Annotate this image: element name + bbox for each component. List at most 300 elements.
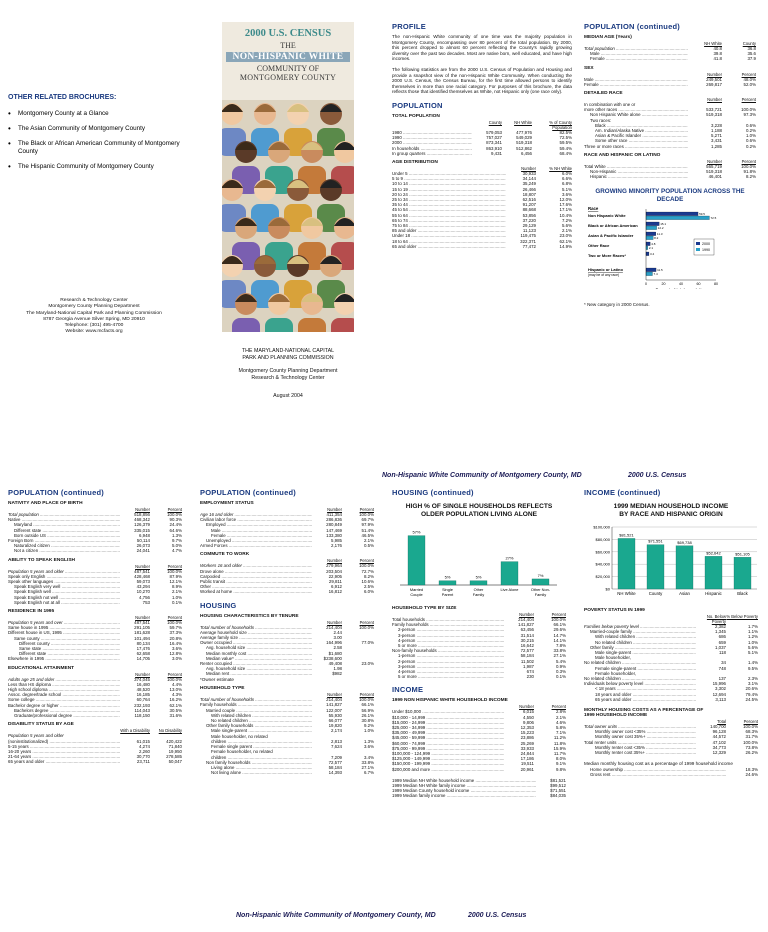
row-value: 23,711 xyxy=(136,759,150,765)
row-value: 6.0% xyxy=(561,170,572,176)
row-value: 40.8 xyxy=(713,46,722,51)
row-value: 64.6% xyxy=(169,527,182,533)
row-value: 34 xyxy=(721,660,726,666)
table-header-cell: Number xyxy=(327,507,342,512)
x-tick-label: 20 xyxy=(661,282,666,287)
row-label: Public transit ..... xyxy=(200,579,312,584)
commute-title: COMMUTE TO WORK xyxy=(200,552,250,558)
row-value: 335,015 xyxy=(134,527,150,533)
row-label: $45,000 - 59,999 ..... xyxy=(392,735,504,740)
row-value: 20.6% xyxy=(745,686,758,692)
row-value: 757,027 xyxy=(486,135,502,141)
row-label: Naturalized citizen ..... xyxy=(8,543,120,548)
row-value: 14.1% xyxy=(553,637,566,643)
row-value: 24.4% xyxy=(169,522,182,528)
household-bar xyxy=(439,581,456,585)
row-label: Avg. household size ..... xyxy=(200,645,312,650)
row-value: 100.0% xyxy=(359,624,374,630)
row-label: Different county ..... xyxy=(8,641,120,646)
cover-county: MONTGOMERY COUNTY xyxy=(239,73,337,82)
row-value: 512,862 xyxy=(516,145,532,151)
row-value: 3,228 xyxy=(711,122,722,128)
table-header-cell: No. Below Poverty xyxy=(706,614,726,624)
household-bar xyxy=(501,562,518,585)
row-label: 25 to 34 ..... xyxy=(392,197,506,202)
table-row xyxy=(200,671,374,676)
row-value: 56.9% xyxy=(361,707,374,713)
bar-2000 xyxy=(646,212,698,216)
row-value: 31.6% xyxy=(169,713,182,719)
row-label: Am. Indian/Alaska Native ..... xyxy=(584,128,688,133)
row-label: Female ..... xyxy=(200,533,312,538)
row-label: 75 to 84 ..... xyxy=(392,223,506,228)
row-value: 4,756 xyxy=(139,594,150,600)
row-value: 0.6% xyxy=(745,138,756,144)
row-value: 6,912 xyxy=(331,584,342,590)
bar-data-label: $69,738 xyxy=(677,539,692,545)
row-label: Non-Hispanic ..... xyxy=(584,169,688,174)
row-label: $25,000 - 34,999 ..... xyxy=(392,725,504,730)
row-value: 10,270 xyxy=(136,589,150,595)
row-value: 19,511 xyxy=(520,761,534,767)
table-row xyxy=(8,600,182,605)
contact-line: 8787 Georgia Avenue Silver Spring, MD 20910 xyxy=(43,316,145,322)
table-header-cell: Number xyxy=(707,71,722,77)
table-row xyxy=(8,548,182,553)
row-value: 50,114 xyxy=(136,538,150,544)
row-label: Female single-parent ..... xyxy=(584,666,696,671)
category-label: Family xyxy=(472,592,485,597)
contact-line: Website: www.mcfacts.org xyxy=(65,329,123,335)
row-value: 18,807 xyxy=(522,191,536,197)
y-tick-label: $60,000 xyxy=(595,549,610,555)
row-value: 90.3% xyxy=(169,517,182,523)
row-value: 14.7% xyxy=(553,632,566,638)
detailed-race-title: DETAILED RACE xyxy=(584,91,623,97)
row-value: 100.0% xyxy=(551,617,566,622)
row-label: 10 to 14 ..... xyxy=(392,181,506,186)
row-label: Total renter units ..... xyxy=(584,740,696,745)
row-value: 44,572 xyxy=(712,734,726,740)
row-value: 6.8% xyxy=(561,181,572,187)
row-value: 72,577 xyxy=(328,759,342,765)
cover-census: 2000 U.S. CENSUS xyxy=(244,28,332,39)
row-value: 0.1% xyxy=(171,599,182,605)
row-label: Under $10,000 ..... xyxy=(392,709,504,714)
row-value: 29,129 xyxy=(522,222,536,228)
row-value: 863,910 xyxy=(486,145,502,151)
row-value: 1.0% xyxy=(363,728,374,734)
row-value: 2.1% xyxy=(561,228,572,234)
row-value: 71,840 xyxy=(168,743,182,749)
row-value: 52.0% xyxy=(743,81,756,87)
row-label: 55 to 64 ..... xyxy=(392,213,506,218)
row-value: 1.3% xyxy=(363,738,374,744)
row-label: children ..... xyxy=(200,755,312,760)
row-value: 0.6% xyxy=(745,122,756,128)
table-header-cell: Percent xyxy=(741,158,756,164)
dept-line-1: Montgomery County Planning Department xyxy=(238,368,338,375)
bar-data-label: 5% xyxy=(444,574,451,580)
row-label: $15,000 - 24,999 ..... xyxy=(392,720,504,725)
nativity-title: NATIVITY AND PLACE OF BIRTH xyxy=(8,501,83,506)
table-header-cell: Number xyxy=(327,558,342,564)
row-value: $238,600 xyxy=(323,655,342,661)
category-label: Black or African American xyxy=(588,223,638,229)
cover-person-body xyxy=(331,318,354,332)
row-label: Drove alone ..... xyxy=(200,569,312,574)
row-label: Speak English very well ..... xyxy=(8,584,120,589)
row-value: 12.1% xyxy=(169,579,182,585)
row-label: Monthly renter cost <35% ..... xyxy=(584,745,696,750)
category-label: NH White xyxy=(617,591,636,596)
row-label: Female ..... xyxy=(584,82,688,87)
row-value: 0.2% xyxy=(745,143,756,149)
housing-cost-title xyxy=(584,708,758,718)
col3-title: HOUSING (continued) xyxy=(392,488,474,497)
row-label: Family households ..... xyxy=(200,702,312,707)
row-label: more other races ..... xyxy=(584,107,688,112)
col2-tables-b xyxy=(200,614,374,776)
row-value: 9.8% xyxy=(555,766,566,772)
row-value: 118 xyxy=(719,650,726,656)
row-value: 477,976 xyxy=(516,129,532,135)
table-row xyxy=(8,759,182,764)
row-value: 411,354 xyxy=(326,512,342,517)
row-value: 2,382 xyxy=(715,624,726,629)
row-value: 14,393 xyxy=(328,770,342,776)
row-label: 5-15 years ..... xyxy=(8,744,120,749)
category-label: Asian & Pacific Islander xyxy=(588,233,634,239)
row-value: 73.8% xyxy=(745,744,758,750)
row-value: 468,342 xyxy=(134,517,150,523)
table-row xyxy=(584,56,756,61)
row-label: $60,000 - 74,999 ..... xyxy=(392,741,504,746)
table-header-cell: Percent xyxy=(551,612,566,617)
row-label: Female ..... xyxy=(584,56,688,61)
table-header-cell: % NH White xyxy=(549,165,572,171)
col3 xyxy=(392,488,566,799)
row-label: Family households ..... xyxy=(392,622,504,627)
row-label: Living alone ..... xyxy=(200,765,312,770)
row-value: 61,015 xyxy=(136,738,150,744)
row-value: 59.7% xyxy=(169,625,182,631)
row-value: 15,223 xyxy=(520,730,534,736)
row-label: Population 5 years and over ..... xyxy=(8,620,120,625)
row-value: 100.0% xyxy=(743,724,758,730)
bar-1990 xyxy=(646,236,653,240)
single-households-chart xyxy=(392,519,566,597)
row-value: 26,073 xyxy=(136,543,150,549)
row-value: 2.1% xyxy=(363,538,374,544)
new-category-note: * New category in 2000 Census. xyxy=(584,302,650,308)
org-line-1: THE MARYLAND-NATIONAL CAPITAL xyxy=(241,348,335,354)
row-label: Less than HS diploma ..... xyxy=(8,682,120,687)
row-value: 79.4% xyxy=(745,691,758,697)
row-value: 22,905 xyxy=(328,573,342,579)
row-value: 4,550 xyxy=(523,714,534,720)
row-value: 12,353 xyxy=(520,725,534,731)
pop-cont-tables xyxy=(584,35,756,179)
row-value: 118,150 xyxy=(134,713,150,719)
table-header-cell: Number xyxy=(519,704,534,710)
row-value: 4.6% xyxy=(555,719,566,725)
bar-value: 15.1 xyxy=(660,222,667,227)
row-value: 9.1% xyxy=(555,761,566,767)
row-value: 3,302 xyxy=(715,686,726,692)
tenure-title: HOUSING CHARACTERISTICS BY TENURE xyxy=(200,613,299,619)
row-label: Some other race ..... xyxy=(584,138,688,143)
x-tick-label: 60 xyxy=(696,282,701,287)
footer-title-1: Non-Hispanic White Community of Montgomery County, MD xyxy=(382,472,582,479)
row-label: Adults age 25 and older ..... xyxy=(8,677,120,682)
row-label: No related children ..... xyxy=(584,640,696,645)
row-value: 13.0% xyxy=(169,687,182,693)
english-title: ABILITY TO SPEAK ENGLISH xyxy=(8,557,75,563)
row-value: 2,176 xyxy=(331,543,342,549)
table-header-cell: County xyxy=(742,41,756,46)
bar-value: 3.4 xyxy=(649,252,655,257)
row-value: 87.9% xyxy=(169,573,182,579)
row-value: 100.0% xyxy=(359,563,374,569)
row-label: children ..... xyxy=(200,739,312,744)
table-header-cell: Percent xyxy=(741,71,756,77)
bar-value: 11.5 xyxy=(657,268,663,273)
row-value: 3.1% xyxy=(747,681,758,687)
row-value: 291,105 xyxy=(134,625,150,631)
row-value: 46,401 xyxy=(708,174,722,180)
row-value: 1.0% xyxy=(745,133,756,139)
table-row xyxy=(584,750,758,755)
row-value: 141,827 xyxy=(326,702,342,708)
latino-sublabel: (may be of any race) xyxy=(588,273,620,278)
household-size-title: HOUSEHOLD TYPE BY SIZE xyxy=(392,606,457,611)
table-header-cell: County xyxy=(488,119,502,125)
brochure-item: • The Hispanic Community of Montgomery County xyxy=(8,163,186,171)
row-value: 46.5% xyxy=(361,532,374,538)
row-label: Carpooled ..... xyxy=(200,574,312,579)
race-label: Race xyxy=(588,206,599,212)
row-value: 7.1% xyxy=(555,730,566,736)
row-value: 49,408 xyxy=(328,661,342,667)
category-label: Asian xyxy=(679,591,690,596)
row-value: 11,123 xyxy=(522,228,536,234)
row-value: 11.8% xyxy=(553,740,566,746)
row-label: Asian & Pacific Islander ..... xyxy=(584,133,688,138)
disability-title: DISABILITY STATUS BY AGE xyxy=(8,722,74,728)
row-value: 17,476 xyxy=(136,646,150,652)
row-value: 3.6% xyxy=(171,646,182,652)
row-value: 1.0% xyxy=(171,594,182,600)
row-label: 5 to 9 ..... xyxy=(392,176,506,181)
row-value: 36.8 xyxy=(747,46,756,51)
row-value: 14.9% xyxy=(559,243,572,249)
row-label: Renter occupied ..... xyxy=(200,661,312,666)
row-value: 101,494 xyxy=(134,635,150,641)
row-label: $35,000 - 49,999 ..... xyxy=(392,730,504,735)
bar-1990 xyxy=(646,246,648,250)
total-population-title: TOTAL POPULATION xyxy=(392,113,440,119)
row-value: 20,961 xyxy=(520,766,534,772)
col2-tables-a xyxy=(200,501,374,595)
row-label: With related children ..... xyxy=(584,634,696,639)
row-label: Median monthly cost ..... xyxy=(200,651,312,656)
row-value: 2.44 xyxy=(333,629,342,635)
contact-line: Telephone: (301) 495-4700 xyxy=(64,323,124,329)
row-label: Monthly owner cost 35%+ ..... xyxy=(584,734,696,739)
row-label: No related children ..... xyxy=(200,718,312,723)
row-label: 1990 ..... xyxy=(392,135,472,140)
row-value: 62,658 xyxy=(136,651,150,657)
row-label: Hispanic ..... xyxy=(584,174,688,179)
row-value: 487,541 xyxy=(134,620,150,626)
row-value: 549,029 xyxy=(516,135,532,141)
row-label: Speak only English ..... xyxy=(8,574,120,579)
row-label: Average family size ..... xyxy=(200,635,312,640)
row-value: 100.0% xyxy=(741,107,756,113)
row-value: 16.2% xyxy=(169,697,182,703)
row-value: 29,811 xyxy=(328,579,342,585)
row-label: Under 5 ..... xyxy=(392,171,506,176)
table-row xyxy=(200,543,374,548)
row-value: 4.3% xyxy=(171,692,182,698)
table-header-cell: Percent xyxy=(743,719,758,725)
row-label: Maryland ..... xyxy=(8,522,120,527)
row-value: 8.2% xyxy=(363,573,374,579)
row-value: 100.0% xyxy=(167,568,182,574)
total-population-table xyxy=(392,120,572,156)
row-value: 62,516 xyxy=(522,196,536,202)
row-value: 0.9% xyxy=(555,663,566,669)
housing-title: HOUSING xyxy=(200,600,237,610)
population-continued-top xyxy=(584,22,756,308)
legend-swatch xyxy=(696,242,700,245)
row-value: 96,128 xyxy=(712,729,726,735)
row-value: 34,144 xyxy=(522,176,536,182)
row-value: 82.5% xyxy=(559,129,572,135)
row-value: 29.6% xyxy=(553,627,566,633)
income-bar xyxy=(734,557,751,589)
row-label: Elsewhere in 1995 ..... xyxy=(8,656,120,661)
row-label: Owner occupied ..... xyxy=(200,640,312,645)
row-value: 26.1% xyxy=(361,712,374,718)
row-value: 278,585 xyxy=(166,754,182,760)
col4-title: INCOME (continued) xyxy=(584,488,661,497)
row-label: Female householder, no related xyxy=(211,749,273,755)
row-value: 66.1% xyxy=(553,622,566,628)
table-row xyxy=(200,589,374,594)
row-value: 15.9% xyxy=(553,745,566,751)
bar-data-label: 27% xyxy=(505,555,514,561)
row-value: 674 xyxy=(526,669,534,675)
row-value: 1.0% xyxy=(747,639,758,645)
row-label: Total number of households ..... xyxy=(200,625,312,630)
row-value: 5.8% xyxy=(555,725,566,731)
row-value: 1,188 xyxy=(711,128,722,134)
row-label: 21-64 years ..... xyxy=(8,754,120,759)
row-label: Median value* ..... xyxy=(200,656,312,661)
row-label: Two races: xyxy=(590,117,612,123)
row-label: 5 or more ..... xyxy=(392,674,504,679)
median-income-label: 1999 Median NH White household income ..... xyxy=(392,778,536,783)
row-label: Speak other languages ..... xyxy=(8,579,120,584)
category-label: Married xyxy=(409,587,424,592)
row-value: 0.5% xyxy=(363,543,374,549)
row-value: 62.1% xyxy=(169,702,182,708)
income-bar xyxy=(647,545,664,589)
row-value: 37.9 xyxy=(747,56,756,62)
row-value: 35.6 xyxy=(747,51,756,57)
row-label: Assoc. degree/trade school ..... xyxy=(8,692,120,697)
category-label: Other xyxy=(473,587,484,592)
row-label: $10,000 - 14,999 ..... xyxy=(392,715,504,720)
row-label: 2-person ..... xyxy=(392,659,504,664)
category-label: Other Non- xyxy=(530,587,551,592)
row-label: Armed Forces ..... xyxy=(200,543,312,548)
table-row xyxy=(392,244,572,249)
owner-estimate-note: *Owner estimate xyxy=(200,676,234,682)
row-value xyxy=(342,671,374,676)
header-spacer xyxy=(392,120,472,130)
bar-value: 11.3 xyxy=(656,232,663,237)
row-label: Speak English well ..... xyxy=(8,589,120,594)
row-value: 1,285 xyxy=(711,143,722,149)
row-value: 19,820 xyxy=(328,723,342,729)
row-label: Speak English not at all ..... xyxy=(8,600,120,605)
row-value: 100.0% xyxy=(743,739,758,745)
row-value: 68.4% xyxy=(559,150,572,156)
contact-line: Montgomery County Planning Department xyxy=(48,304,140,310)
row-value: 374,045 xyxy=(134,676,150,682)
row-label: Average household size ..... xyxy=(200,630,312,635)
cover-person-body xyxy=(232,318,260,332)
row-value: 2.5% xyxy=(363,584,374,590)
row-value: 72.7% xyxy=(361,568,374,574)
row-label: Female single parent ..... xyxy=(200,744,312,749)
median-cost-row xyxy=(584,772,758,777)
minority-chart xyxy=(584,203,756,289)
row-value: 34,773 xyxy=(712,744,726,750)
row-label: Three or more races ..... xyxy=(584,144,688,149)
row-label: Total number of households ..... xyxy=(200,697,312,702)
row-value: 9,431 xyxy=(491,150,502,156)
cover-image xyxy=(222,22,354,332)
bar-data-label: $51,105 xyxy=(735,551,750,557)
row-label: 1-person ..... xyxy=(392,653,504,658)
cover-the: THE xyxy=(280,41,296,50)
table-header-cell: Percent xyxy=(167,615,182,621)
row-label: 1980 ..... xyxy=(392,130,472,135)
bar-value: 59.5 xyxy=(699,212,705,217)
age-distribution-table xyxy=(392,166,572,249)
row-value: 232,193 xyxy=(134,702,150,708)
pop-cont-title: POPULATION (continued) xyxy=(584,22,680,31)
row-label: Unemployed ..... xyxy=(200,538,312,543)
col2-title: POPULATION (continued) xyxy=(200,488,296,497)
row-value: 12,694 xyxy=(712,691,726,697)
row-value: 1.98 xyxy=(333,666,342,672)
table-header-cell: Percent xyxy=(167,563,182,569)
income-chart-title: 1999 MEDIAN HOUSEHOLD INCOME BY RACE AND HISPANIC ORIGIN xyxy=(613,503,729,518)
single-households-chart-title: HIGH % OF SINGLE HOUSEHOLDS REFLECTS OLDER POPULATION LIVING ALONE xyxy=(405,503,553,518)
row-value: 0.1% xyxy=(555,674,566,680)
row-value: 91.8% xyxy=(743,169,756,175)
row-value: 5.0% xyxy=(171,543,182,549)
row-value: 68.3% xyxy=(745,729,758,735)
table-header-cell: Number xyxy=(707,158,722,164)
row-value: 37.3% xyxy=(169,630,182,636)
row-value: 873,341 xyxy=(486,140,502,146)
